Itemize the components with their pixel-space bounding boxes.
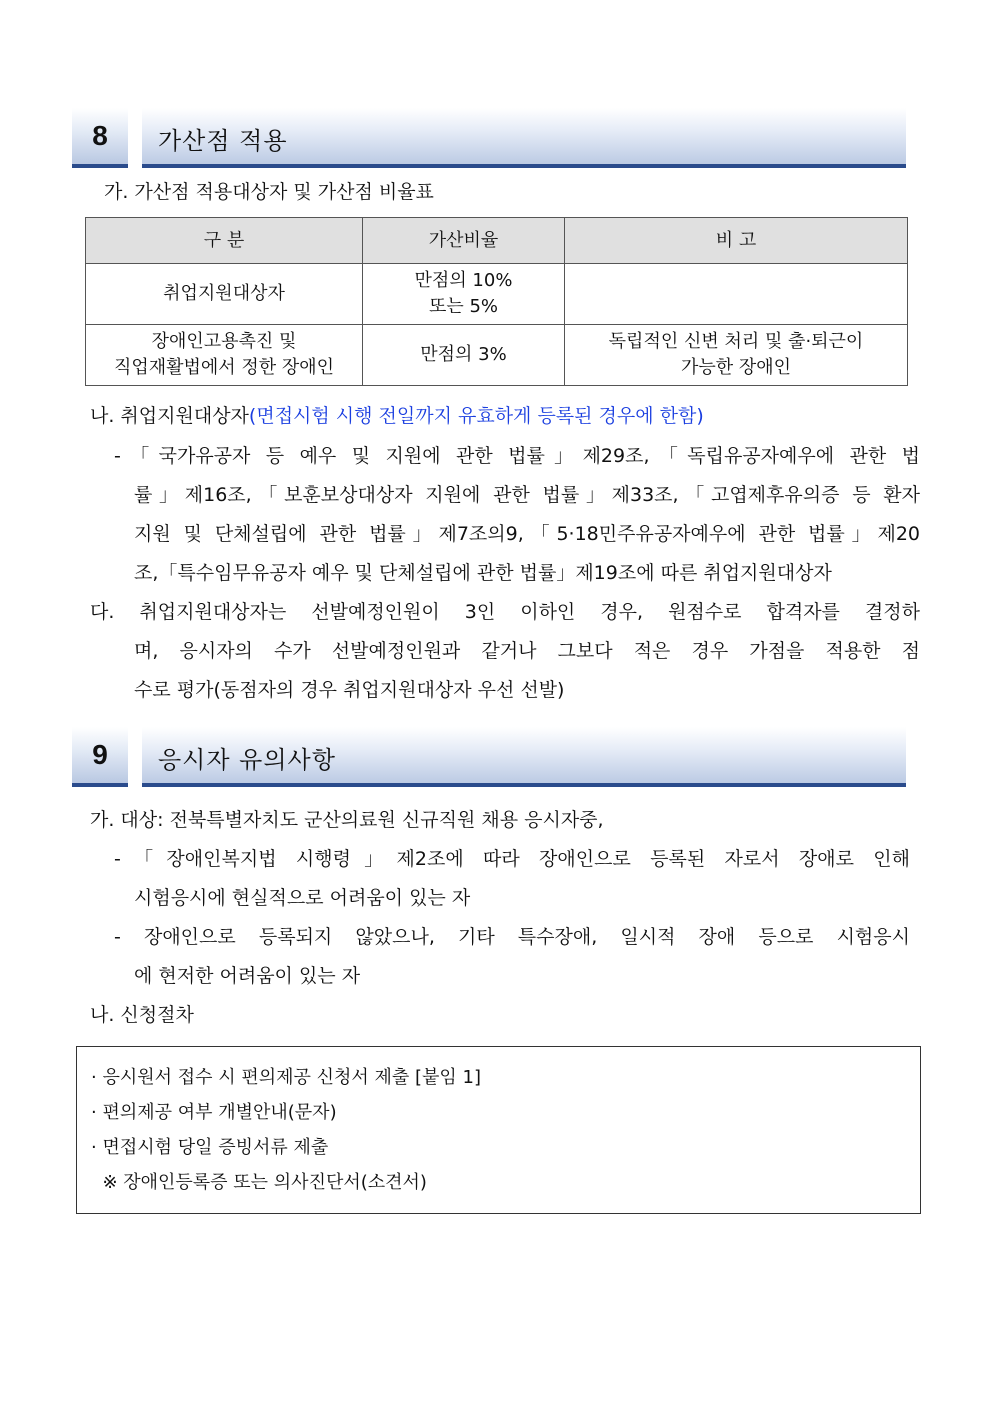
section-9-header — [72, 727, 906, 787]
paragraph-line: 에 현저한 어려움이 있는 자 — [134, 965, 361, 987]
table-cell — [565, 264, 908, 325]
table-header-rate: 가산비율 — [363, 218, 565, 264]
procedure-item: · 편의제공 여부 개별안내(문자) — [91, 1102, 337, 1123]
table-cell: 만점의 3% — [363, 325, 565, 386]
section-8-title: 가산점 적용 — [158, 127, 288, 155]
paragraph-line: -「국가유공자 등 예우 및 지원에 관한 법률」제29조,「독립유공자예우에 관한 법 — [114, 445, 920, 467]
table-cell: 만점의 10% 또는 5% — [363, 264, 565, 325]
section-8-title-bar — [142, 108, 906, 168]
paragraph-line: 지원 및 단체설립에 관한 법률」제7조의9,「5·18민주유공자예우에 관한 법률」제20 — [134, 523, 920, 545]
section-9-number: 9 — [72, 727, 128, 787]
paragraph-line: 며, 응시자의 수가 선발예정인원과 같거나 그보다 적은 경우 가점을 적용한 점 — [134, 640, 920, 662]
paragraph-line: 조,「특수임무유공자 예우 및 단체설립에 관한 법률」제19조에 따른 취업지원대상자 — [134, 562, 832, 584]
section-9-sub-a: 가. 대상: 전북특별자치도 군산의료원 신규직원 채용 응시자중, — [90, 809, 604, 831]
section-9-title: 응시자 유의사항 — [158, 746, 336, 774]
section-8-header — [72, 108, 906, 168]
table-row — [86, 264, 908, 325]
paragraph-line: 률」제16조,「보훈보상대상자 지원에 관한 법률」제33조,「고엽제후유의증 등 환자 — [134, 484, 920, 506]
paragraph-line: -「장애인복지법 시행령」제2조에 따라 장애인으로 등록된 자로서 장애로 인해 — [114, 848, 910, 870]
paragraph-line: 시험응시에 현실적으로 어려움이 있는 자 — [134, 887, 471, 909]
section-8-number: 8 — [72, 108, 128, 168]
procedure-item: · 응시원서 접수 시 편의제공 신청서 제출 [붙임 1] — [91, 1067, 481, 1088]
table-cell: 장애인고용촉진 및 직업재활법에서 정한 장애인 — [86, 325, 363, 386]
table-header-category: 구 분 — [86, 218, 363, 264]
application-procedure-box — [76, 1046, 921, 1214]
sub-b-highlight: (면접시험 시행 전일까지 유효하게 등록된 경우에 한함) — [248, 405, 704, 427]
table-header-row — [86, 218, 908, 264]
procedure-item: · 면접시험 당일 증빙서류 제출 — [91, 1137, 329, 1158]
table-row — [86, 325, 908, 386]
paragraph-line: 수로 평가(동점자의 경우 취업지원대상자 우선 선발) — [134, 679, 565, 701]
section-8-sub-b: 나. 취업지원대상자(면접시험 시행 전일까지 유효하게 등록된 경우에 한함) — [90, 405, 704, 427]
paragraph-line: - 장애인으로 등록되지 않았으나, 기타 특수장애, 일시적 장애 등으로 시험응시 — [114, 926, 910, 948]
section-9-sub-b: 나. 신청절차 — [90, 1004, 194, 1026]
section-9-title-bar — [142, 727, 906, 787]
paragraph-line: 다. 취업지원대상자는 선발예정인원이 3인 이하인 경우, 원점수로 합격자를 결정하 — [90, 601, 920, 623]
table-cell: 취업지원대상자 — [86, 264, 363, 325]
section-8-sub-a: 가. 가산점 적용대상자 및 가산점 비율표 — [104, 181, 434, 203]
bonus-rate-table — [85, 217, 908, 386]
procedure-note: ※ 장애인등록증 또는 의사진단서(소견서) — [91, 1172, 427, 1193]
table-cell: 독립적인 신변 처리 및 출·퇴근이 가능한 장애인 — [565, 325, 908, 386]
table-header-note: 비 고 — [565, 218, 908, 264]
